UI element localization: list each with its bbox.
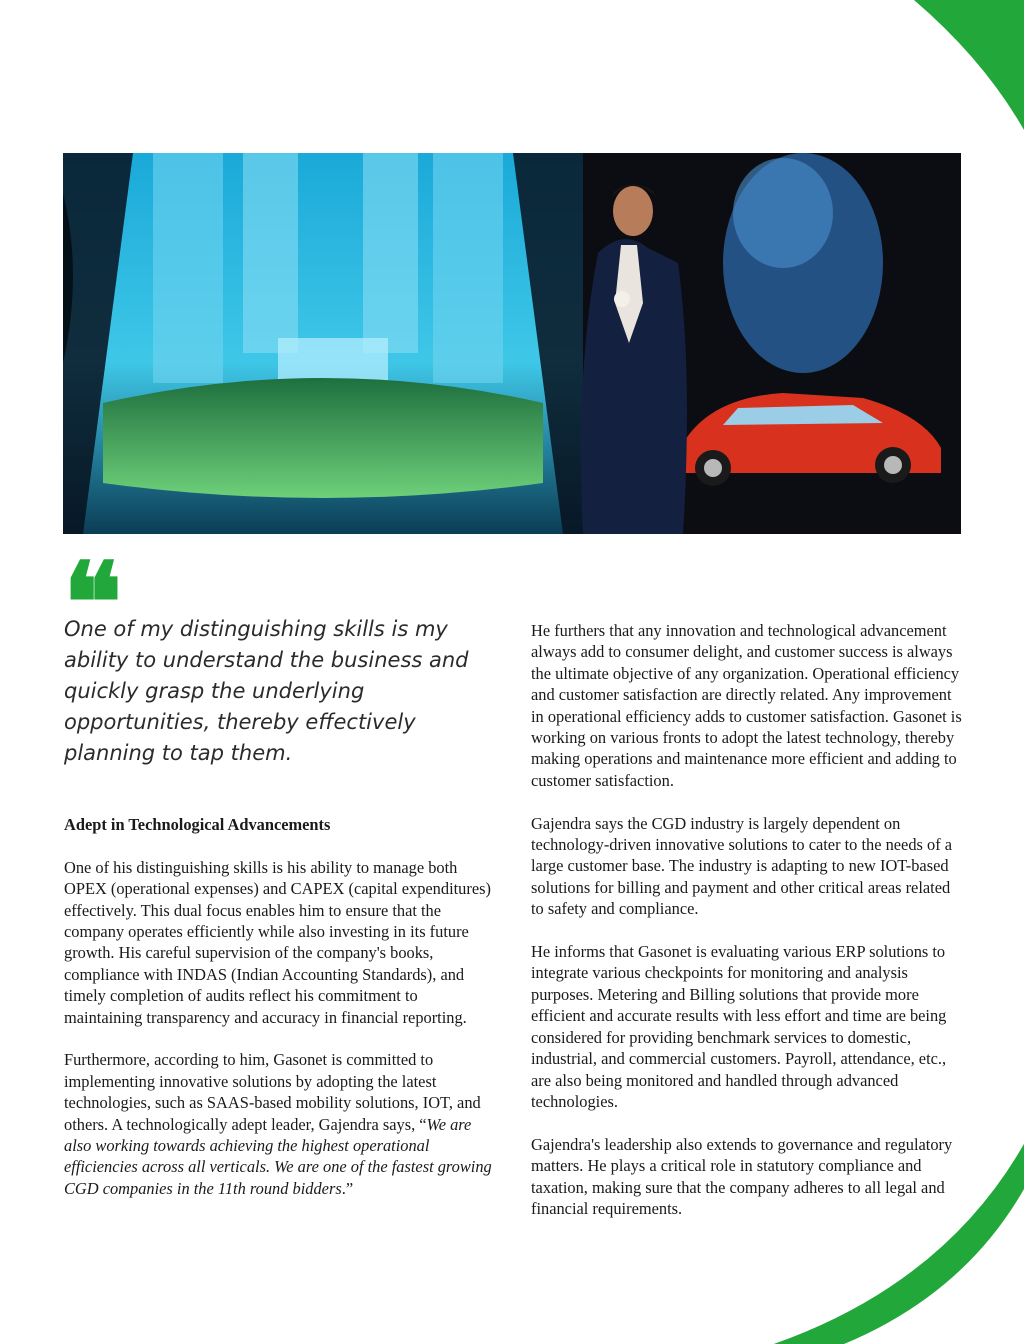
- left-column: [64, 814, 494, 1221]
- paragraph: Gajendra says the CGD industry is largely dependent on technology-driven innovative solutions to cater to the needs of a large customer base. The industry is adapting to new IOT-based solutions for billing and payment and other critical areas related to safety and compliance.: [531, 813, 953, 919]
- inline-quote: We are also working towards achieving the highest operational efficiencies across all verticals. We are one of the fastest growing CGD companies in the 11th round bidders: [64, 1114, 492, 1198]
- pull-quote: One of my distinguishing skills is my ability to understand the business and quickly grasp the underlying opportunities, thereby effectively planning to tap them.: [64, 617, 469, 765]
- paragraph: He informs that Gasonet is evaluating various ERP solutions to integrate various checkpoints for monitoring and analysis purposes. Metering and Billing solutions that provide more efficient and accurate results with less effort and time are being considered for providing benchmark services to domestic, industrial, and commercial customers. Payroll, attendance, etc., are also being monitored and handled through advanced technologies.: [531, 942, 947, 1111]
- person-photo-icon: [63, 153, 961, 534]
- section-heading: Adept in Technological Advancements: [64, 815, 331, 834]
- paragraph-lead: Furthermore, according to him, Gasonet is committed to implementing innovative solutions by adopting the latest technologies, such as SAAS-based mobility solutions, IOT, and others. A technologically adept leader, Gajendra says, “: [64, 1050, 481, 1134]
- paragraph: One of his distinguishing skills is his ability to manage both OPEX (operational expenses) and CAPEX (capital expenditures) effectively. This dual focus enables him to ensure that the company operates efficiently while also investing in its future growth. His careful supervision of the company's books, compliance with INDAS (Indian Accounting Standards), and timely completion of audits reflect his commitment to maintaining transparency and accuracy in financial reporting.: [64, 857, 491, 1027]
- paragraph: He furthers that any innovation and technological advancement always add to consumer delight, and customer success is always the ultimate objective of any organization. Operational efficiency and customer satisfaction are directly related. Any improvement in operational efficiency adds to customer satisfaction. Gasonet is working on various fronts to adopt the latest technology, thereby making operations and maintenance more efficient and adding to customer satisfaction.: [531, 621, 962, 790]
- quote-mark-icon: ❝: [63, 538, 123, 667]
- right-column: [531, 620, 963, 1241]
- paragraph: Gajendra's leadership also extends to governance and regulatory matters. He plays a critical role in statutory compliance and taxation, making sure that the company adheres to all legal and financial requirements.: [531, 1134, 953, 1218]
- hero-photo: [63, 153, 961, 534]
- paragraph-with-quote: [64, 1049, 494, 1199]
- paragraph-end: .”: [341, 1178, 354, 1198]
- corner-arc-top: [834, 0, 1024, 140]
